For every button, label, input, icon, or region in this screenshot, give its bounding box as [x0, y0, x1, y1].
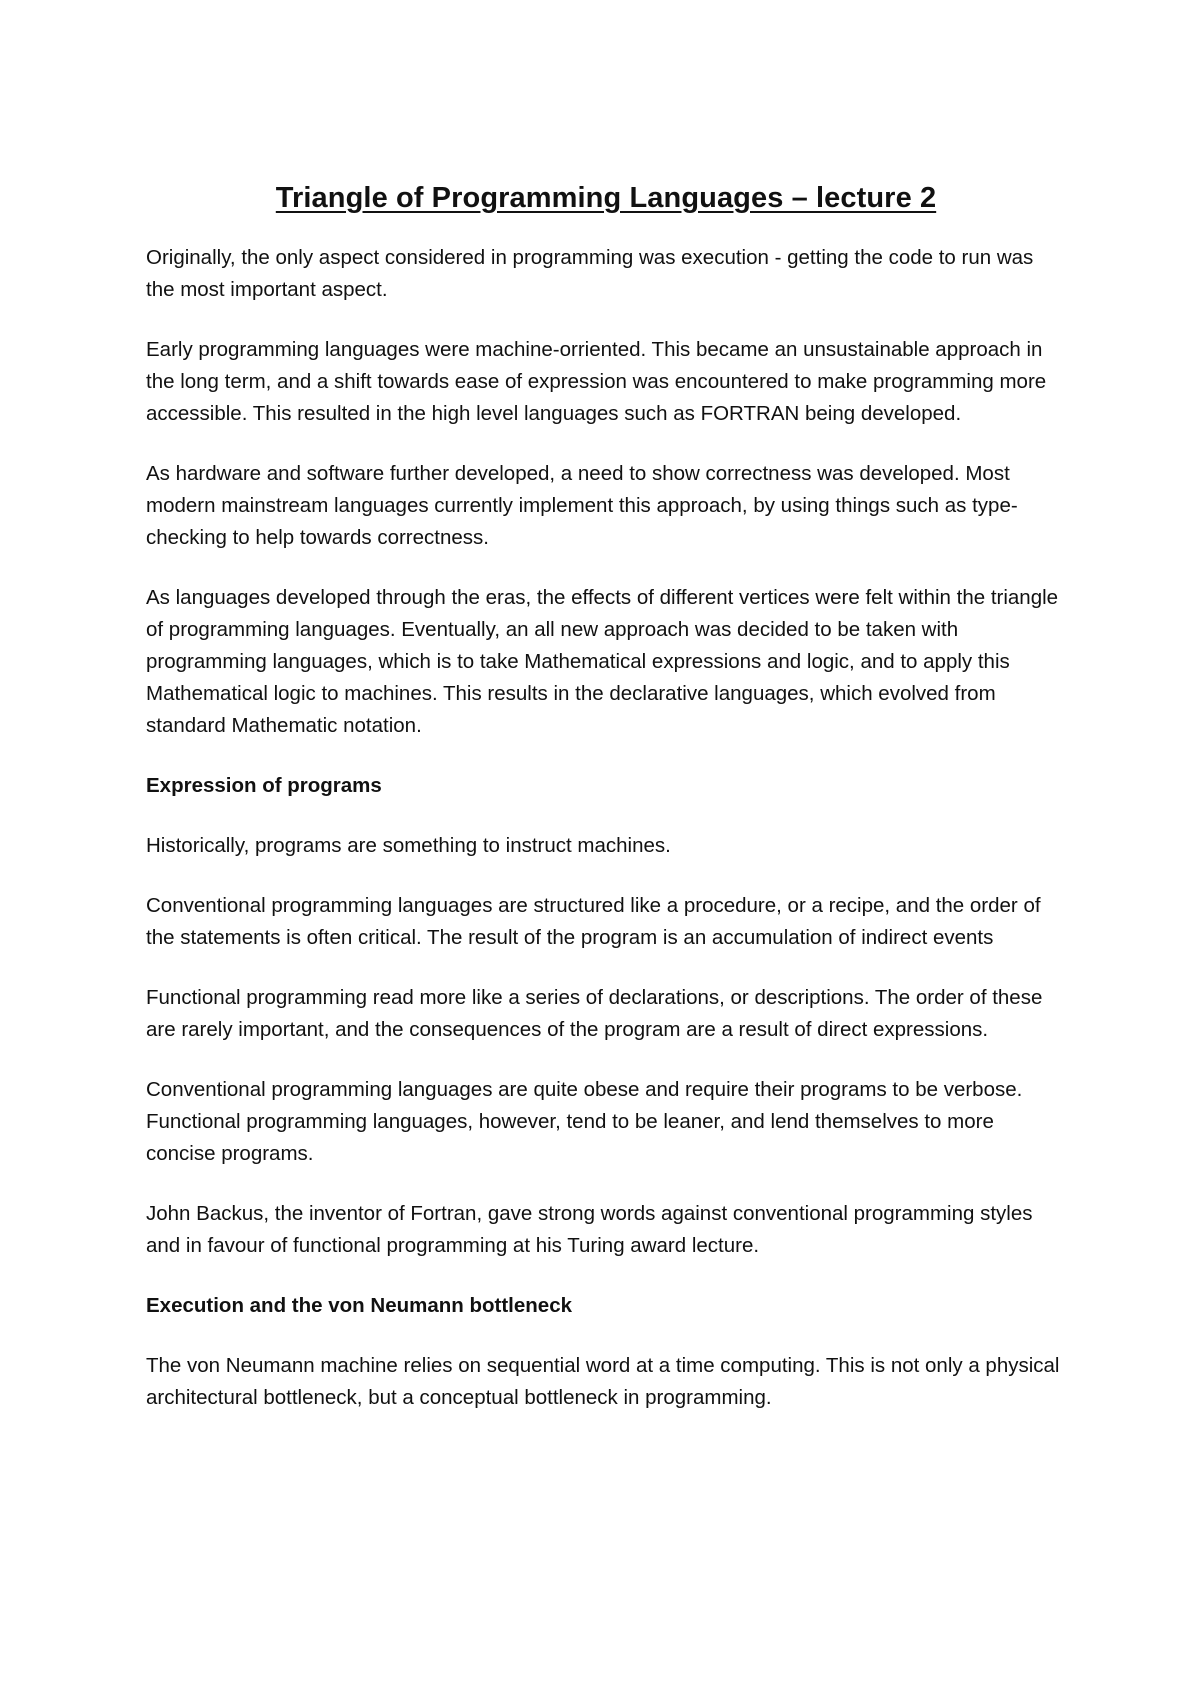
paragraph-backus: John Backus, the inventor of Fortran, gave strong words against conventional programming styles and in favour of functional programming at his Turing award lecture.: [146, 1202, 1033, 1257]
section-heading-expression: Expression of programs: [146, 774, 382, 797]
paragraph-declarative: As languages developed through the eras, the effects of different vertices were felt within the triangle of programming languages. Eventually, an all new approach was decided to be taken with programming languages, which is to take Mathematical expressions and logic, and to apply this Mathematical logic to machines. This results in the declarative languages, which evolved from standard Mathematic notation.: [146, 586, 1059, 737]
paragraph-functional-declarations: Functional programming read more like a series of declarations, or descriptions. The order of these are rarely important, and the consequences of the program are a result of direct expressions.: [146, 986, 1043, 1041]
paragraph-obese-verbose: Conventional programming languages are quite obese and require their programs to be verbose. Functional programming languages, however, tend to be leaner, and lend themselves to more concise programs.: [146, 1078, 1023, 1165]
paragraph-conventional-procedure: Conventional programming languages are structured like a procedure, or a recipe, and the order of the statements is often critical. The result of the program is an accumulation of indirect events: [146, 894, 1041, 949]
paragraph-von-neumann: The von Neumann machine relies on sequential word at a time computing. This is not only a physical architectural bottleneck, but a conceptual bottleneck in programming.: [146, 1354, 1060, 1409]
section-heading-execution: Execution and the von Neumann bottleneck: [146, 1294, 573, 1317]
paragraph-historically: Historically, programs are something to instruct machines.: [146, 834, 671, 857]
paragraph-originally: Originally, the only aspect considered in programming was execution - getting the code to run was the most important aspect.: [146, 246, 1034, 301]
paragraph-early-languages: Early programming languages were machine-orriented. This became an unsustainable approach in the long term, and a shift towards ease of expression was encountered to make programming more accessible. This resulted in the high level languages such as FORTRAN being developed.: [146, 338, 1047, 425]
page-title: Triangle of Programming Languages – lecture 2: [275, 182, 937, 214]
document-body: [146, 178, 1066, 1442]
paragraph-correctness: As hardware and software further developed, a need to show correctness was developed. Most modern mainstream languages currently implement this approach, by using things such as type-checking to help towards correctness.: [146, 462, 1018, 549]
